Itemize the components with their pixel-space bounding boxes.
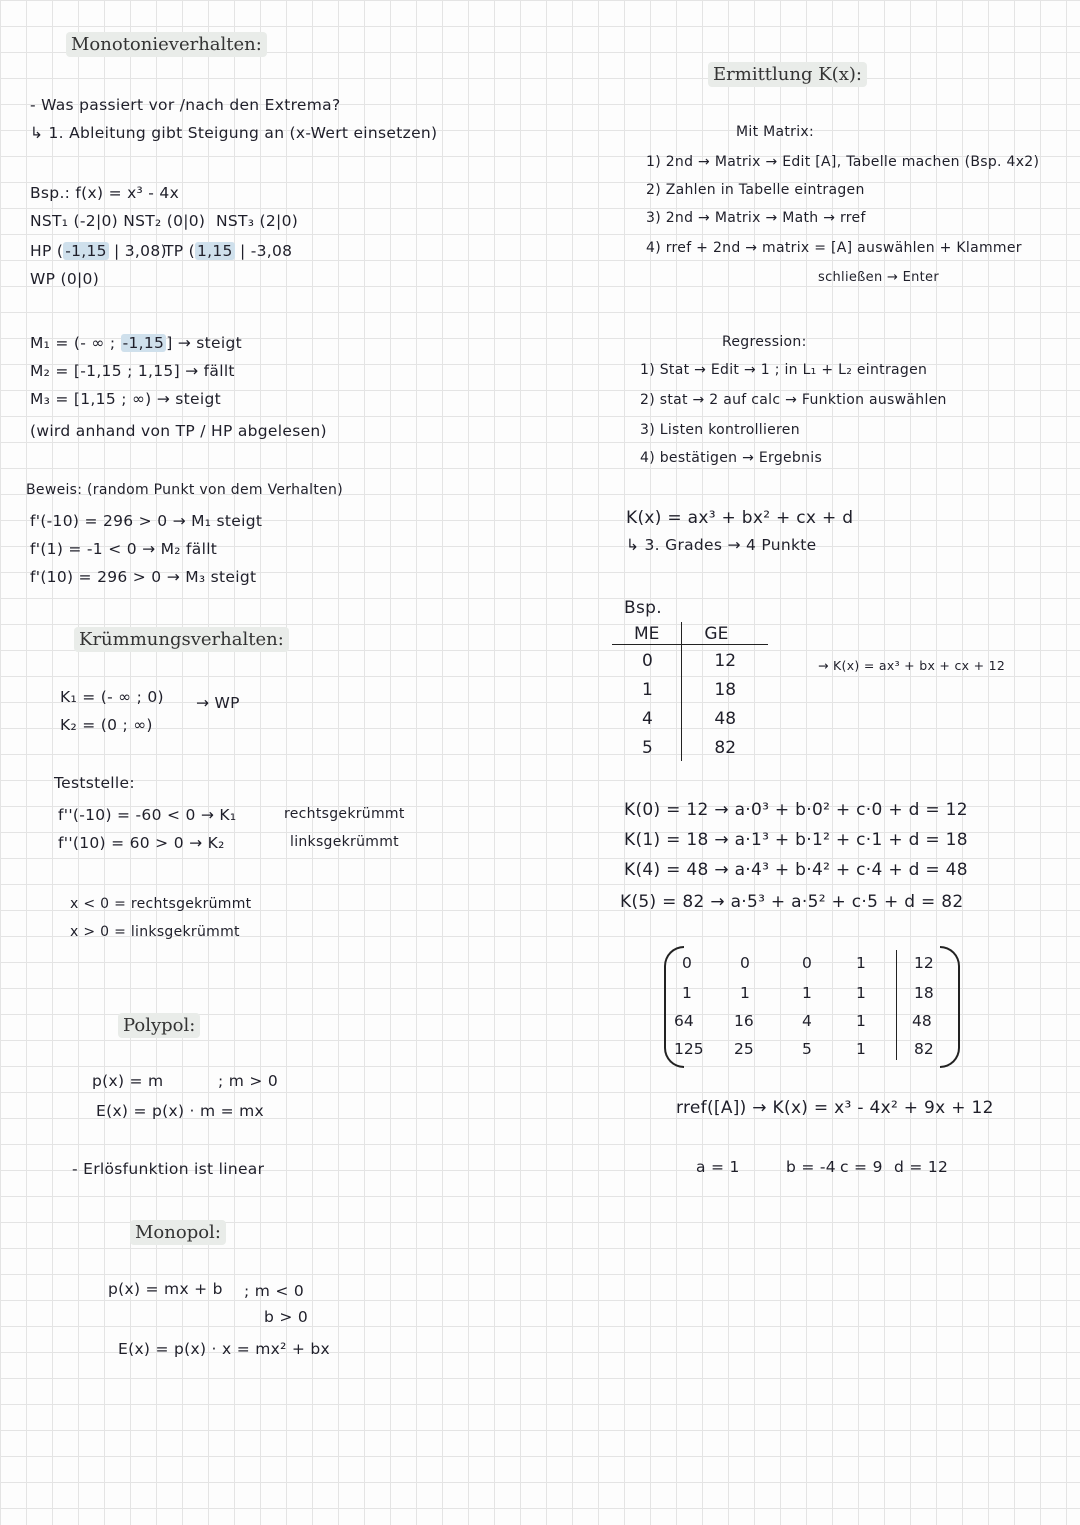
table-row bbox=[612, 703, 768, 732]
rule-negative: x < 0 = rechtsgekrümmt bbox=[70, 896, 252, 912]
equation-3: K(4) = 48 → a·4³ + b·4² + c·4 + d = 48 bbox=[624, 860, 968, 880]
matrix-cell: 1 bbox=[802, 984, 812, 1002]
matrix-cell: 4 bbox=[802, 1012, 812, 1030]
monopol-revenue: E(x) = p(x) · x = mx² + bx bbox=[118, 1340, 330, 1358]
heading-ermittlung: Ermittlung K(x): bbox=[708, 62, 867, 87]
monopol-condition-m: ; m < 0 bbox=[244, 1282, 305, 1300]
heading-monopol: Monopol: bbox=[130, 1220, 226, 1245]
regression-step-3: 3) Listen kontrollieren bbox=[640, 422, 800, 438]
teststelle-label: Teststelle: bbox=[54, 774, 135, 792]
interval-k1: K₁ = (- ∞ ; 0) bbox=[60, 688, 164, 706]
polypol-price: p(x) = m bbox=[92, 1072, 164, 1090]
matrix-cell: 25 bbox=[734, 1040, 754, 1058]
tp-suffix: | -3,08 bbox=[234, 242, 293, 260]
col-me: ME bbox=[612, 622, 682, 645]
interval-m1 bbox=[30, 334, 242, 352]
polypol-condition: ; m > 0 bbox=[218, 1072, 279, 1090]
table-row bbox=[612, 732, 768, 761]
matrix-cell: 1 bbox=[856, 984, 866, 1002]
regression-step-1: 1) Stat → Edit → 1 ; in L₁ + L₂ eintragen bbox=[640, 362, 928, 378]
value-table-header bbox=[612, 622, 768, 645]
rule-positive: x > 0 = linksgekrümmt bbox=[70, 924, 240, 940]
heading-kruemmung: Krümmungsverhalten: bbox=[74, 627, 289, 652]
example-function: Bsp.: f(x) = x³ - 4x bbox=[30, 184, 180, 202]
interval-k2: K₂ = (0 ; ∞) bbox=[60, 716, 153, 734]
table-cell: 48 bbox=[682, 703, 768, 732]
cubic-degree-note: ↳ 3. Grades → 4 Punkte bbox=[626, 536, 817, 554]
equation-2: K(1) = 18 → a·1³ + b·1² + c·1 + d = 18 bbox=[624, 830, 968, 850]
table-cell: 12 bbox=[682, 645, 768, 675]
rref-result: rref([A]) → K(x) = x³ - 4x² + 9x + 12 bbox=[676, 1098, 994, 1118]
matrix-cell: 12 bbox=[914, 954, 934, 972]
table-cell: 0 bbox=[642, 651, 653, 671]
table-cell: 82 bbox=[682, 732, 768, 761]
matrix-cell: 0 bbox=[740, 954, 750, 972]
question-extrema: - Was passiert vor /nach den Extrema? bbox=[30, 96, 341, 114]
hp-suffix: | 3,08) bbox=[108, 242, 167, 260]
monopol-price: p(x) = mx + b bbox=[108, 1280, 223, 1298]
matrix-cell: 0 bbox=[682, 954, 692, 972]
test-line-2: f''(10) = 60 > 0 → K₂ bbox=[58, 834, 225, 852]
regression-step-2: 2) stat → 2 auf calc → Funktion auswählen bbox=[640, 392, 947, 408]
matrix-cell: 125 bbox=[674, 1040, 704, 1058]
low-point bbox=[164, 242, 292, 260]
proof-line-3: f'(10) = 296 > 0 → M₃ steigt bbox=[30, 568, 257, 586]
matrix-cell: 64 bbox=[674, 1012, 694, 1030]
m1-prefix: M₁ = (- ∞ ; bbox=[30, 334, 121, 352]
coef-b: b = -4 bbox=[786, 1158, 836, 1176]
high-point bbox=[30, 242, 167, 260]
col-ge: GE bbox=[682, 622, 768, 645]
proof-line-2: f'(1) = -1 < 0 → M₂ fällt bbox=[30, 540, 218, 558]
matrix-cell: 1 bbox=[856, 954, 866, 972]
matrix-separator bbox=[896, 950, 897, 1060]
example-label: Bsp. bbox=[624, 598, 662, 618]
matrix-step-2: 2) Zahlen in Tabelle eintragen bbox=[646, 182, 865, 198]
heading-monotonie: Monotonieverhalten: bbox=[66, 32, 267, 57]
equation-4: K(5) = 82 → a·5³ + a·5² + c·5 + d = 82 bbox=[620, 892, 964, 912]
interval-m2: M₂ = [-1,15 ; 1,15] → fällt bbox=[30, 362, 235, 380]
table-result: → K(x) = ax³ + bx + cx + 12 bbox=[818, 658, 1006, 673]
monopol-condition-b: b > 0 bbox=[264, 1308, 309, 1326]
note-derivative: ↳ 1. Ableitung gibt Steigung an (x-Wert einsetzen) bbox=[30, 124, 438, 142]
matrix-cell: 16 bbox=[734, 1012, 754, 1030]
table-row bbox=[612, 645, 768, 675]
matrix-step-3: 3) 2nd → Matrix → Math → rref bbox=[646, 210, 866, 226]
m1-highlight: -1,15 bbox=[122, 334, 165, 352]
table-row bbox=[612, 674, 768, 703]
regression-label: Regression: bbox=[722, 334, 807, 350]
augmented-matrix bbox=[664, 946, 960, 1064]
matrix-bracket-right bbox=[940, 946, 960, 1068]
proof-line-1: f'(-10) = 296 > 0 → M₁ steigt bbox=[30, 512, 263, 530]
matrix-cell: 1 bbox=[856, 1040, 866, 1058]
polypol-note: - Erlösfunktion ist linear bbox=[72, 1160, 265, 1178]
table-cell: 4 bbox=[642, 709, 653, 729]
interval-m3: M₃ = [1,15 ; ∞) → steigt bbox=[30, 390, 221, 408]
test-result-2: linksgekrümmt bbox=[290, 834, 399, 850]
matrix-cell: 1 bbox=[856, 1012, 866, 1030]
heading-polypol: Polypol: bbox=[118, 1013, 200, 1038]
matrix-step-4: 4) rref + 2nd → matrix = [A] auswählen + Klammer bbox=[646, 240, 1022, 256]
matrix-cell: 82 bbox=[914, 1040, 934, 1058]
hp-prefix: HP ( bbox=[30, 242, 64, 260]
polypol-revenue: E(x) = p(x) · m = mx bbox=[96, 1102, 265, 1120]
coef-d: d = 12 bbox=[894, 1158, 949, 1176]
test-result-1: rechtsgekrümmt bbox=[284, 806, 405, 822]
matrix-cell: 5 bbox=[802, 1040, 812, 1058]
cubic-formula: K(x) = ax³ + bx² + cx + d bbox=[626, 508, 854, 528]
matrix-cell: 1 bbox=[740, 984, 750, 1002]
coef-c: c = 9 bbox=[840, 1158, 883, 1176]
inflection-point: WP (0|0) bbox=[30, 270, 100, 288]
matrix-step-4b: schließen → Enter bbox=[818, 270, 939, 285]
tp-prefix: TP ( bbox=[164, 242, 195, 260]
matrix-cell: 0 bbox=[802, 954, 812, 972]
tp-highlight: 1,15 bbox=[197, 242, 233, 260]
wp-arrow: → WP bbox=[196, 694, 240, 712]
zeros-b: NST₃ (2|0) bbox=[216, 212, 299, 230]
m1-suffix: ] → steigt bbox=[166, 334, 243, 352]
matrix-cell: 1 bbox=[682, 984, 692, 1002]
hp-highlight: -1,15 bbox=[65, 242, 107, 260]
matrix-cell: 18 bbox=[914, 984, 934, 1002]
note-reading: (wird anhand von TP / HP abgelesen) bbox=[30, 422, 327, 440]
matrix-step-1: 1) 2nd → Matrix → Edit [A], Tabelle machen (Bsp. 4x2) bbox=[646, 154, 1040, 170]
table-cell: 1 bbox=[642, 680, 653, 700]
test-line-1: f''(-10) = -60 < 0 → K₁ bbox=[58, 806, 237, 824]
proof-heading: Beweis: (random Punkt von dem Verhalten) bbox=[26, 482, 343, 498]
value-table bbox=[612, 622, 768, 761]
zeros-a: NST₁ (-2|0) NST₂ (0|0) bbox=[30, 212, 206, 230]
coef-a: a = 1 bbox=[696, 1158, 740, 1176]
table-cell: 18 bbox=[682, 674, 768, 703]
regression-step-4: 4) bestätigen → Ergebnis bbox=[640, 450, 823, 466]
equation-1: K(0) = 12 → a·0³ + b·0² + c·0 + d = 12 bbox=[624, 800, 968, 820]
matrix-label: Mit Matrix: bbox=[736, 124, 815, 140]
table-cell: 5 bbox=[642, 738, 653, 758]
matrix-cell: 48 bbox=[912, 1012, 932, 1030]
